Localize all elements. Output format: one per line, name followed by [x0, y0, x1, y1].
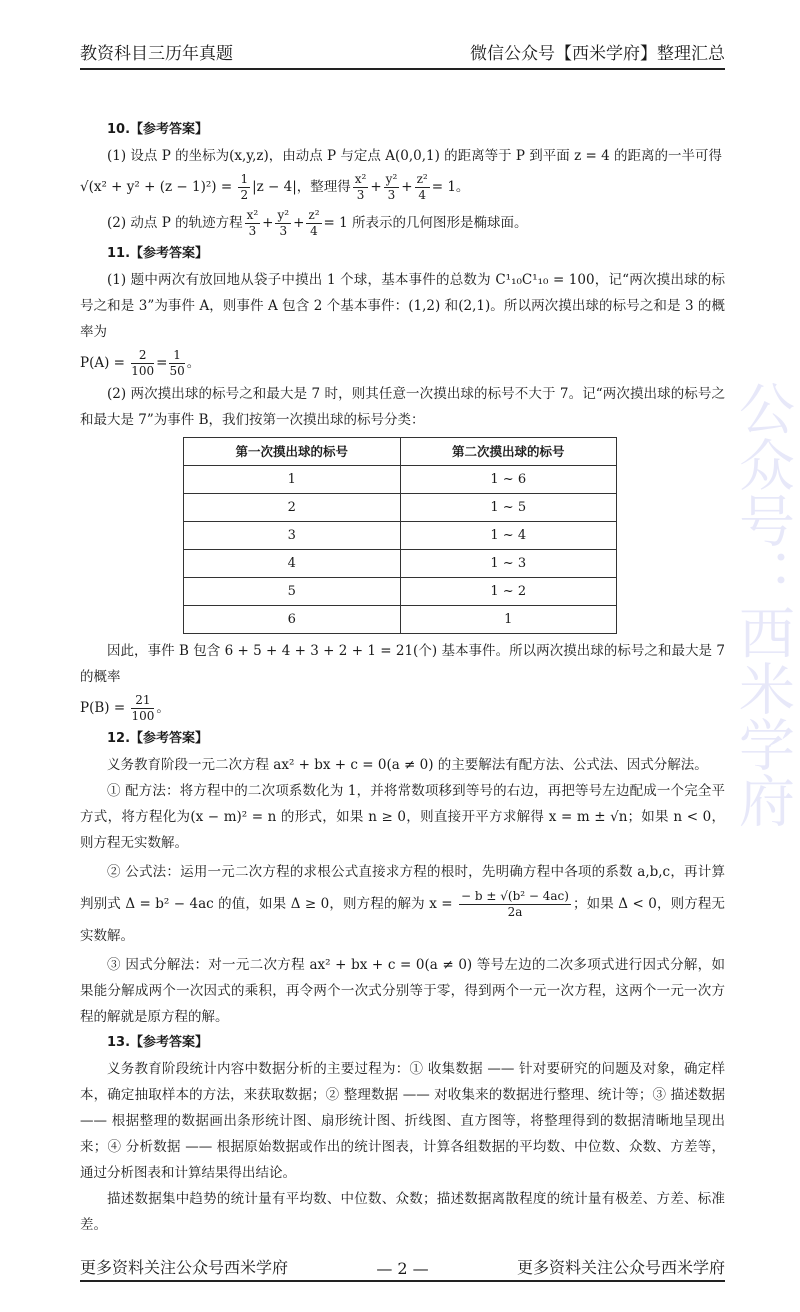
fraction: $\frac{\text{y²}}{3}$ — [385, 172, 398, 202]
question-title: 10.【参考答案】 — [107, 122, 209, 137]
page-header — [80, 34, 725, 70]
paragraph: ③ 因式分解法：对一元二次方程 ax² + bx + c = 0(a ≠ 0) 等号左边的二次多项式进行因式分解，如果能分解成两个一次因式的乘积，再令两个一次式分别等于零，得到两个一元一次方程，这两个一元一次方程的解就是原方程的解。 — [80, 957, 725, 1025]
paragraph: (1) 设点 P 的坐标为(x,y,z)，由动点 P 与定点 A(0,0,1) 的距离等于 P 到平面 z = 4 的距离的一半可得 — [107, 148, 722, 164]
classification-table — [183, 437, 617, 634]
page-footer — [80, 1252, 725, 1282]
math: √(x² + y² + (z − 1)²) = — [80, 179, 237, 195]
fraction: $\frac{\text{z²}}{4}$ — [416, 172, 428, 202]
page-number: — 2 — — [376, 1259, 429, 1278]
question-title: 11.【参考答案】 — [107, 246, 209, 261]
header-left: 教资科目三历年真题 — [80, 44, 233, 64]
paragraph: ② 公式法：运用一元二次方程的求根公式直接求方程的根时，先明确方程中各项的系数 a,b,c，再计算判别式 Δ = b² − 4ac 的值，如果 Δ ≥ 0，则方程的解为 x = $\frac{\text{− b ± √(b² − 4ac)}}{2a}$ ；如果 Δ < 0，则方程无实数解。 — [80, 864, 725, 944]
table-row: 3 1 ~ 4 — [184, 522, 617, 550]
paragraph: 因此，事件 B 包含 6 + 5 + 4 + 3 + 2 + 1 = 21(个) 基本事件。所以两次摸出球的标号之和最大是 7 的概率 — [80, 643, 725, 685]
watermark: 公众号：西米学府 — [730, 380, 795, 828]
table-row: 5 1 ~ 2 — [184, 578, 617, 606]
table-row: 1 1 ~ 6 — [184, 466, 617, 494]
fraction: $\frac{\text{y²}}{3}$ — [277, 208, 290, 238]
equation-line: P(B) = $\frac{21}{100}$ 。 — [80, 693, 170, 723]
fraction: $\frac{1}{50}$ — [169, 348, 185, 378]
fraction: $\frac{2}{100}$ — [131, 348, 155, 378]
paragraph: 义务教育阶段统计内容中数据分析的主要过程为：① 收集数据 —— 针对要研究的问题及对象，确定样本，确定抽取样本的方法，来获取数据；② 整理数据 —— 对收集来的数据进行整理、统计等；③ 描述数据 —— 根据整理的数据画出条形统计图、扇形统计图、折线图、直方图等，将整理得到的数据清晰地呈现出来；④ 分析数据 —— 根据原始数据或作出的统计图表，计算各组数据的平均数、中位数、众数、方差等，通过分析图表和计算结果得出结论。 — [80, 1061, 725, 1181]
footer-right: 更多资料关注公众号西米学府 — [516, 1258, 725, 1277]
math: |z − 4|，整理得 — [252, 179, 351, 195]
footer-left: 更多资料关注公众号西米学府 — [80, 1258, 289, 1277]
answer-13 — [80, 1030, 725, 1238]
paragraph: 义务教育阶段一元二次方程 ax² + bx + c = 0(a ≠ 0) 的主要解法有配方法、公式法、因式分解法。 — [107, 757, 708, 773]
answer-12 — [80, 726, 725, 1030]
fraction: $\frac{\text{x²}}{3}$ — [246, 208, 259, 238]
table-row: 4 1 ~ 3 — [184, 550, 617, 578]
equation-line: P(A) = $\frac{2}{100}$ = $\frac{1}{50}$ 。 — [80, 348, 201, 378]
paragraph: ① 配方法：将方程中的二次项系数化为 1，并将常数项移到等号的右边，再把等号左边配成一个完全平方式，将方程化为(x − m)² = n 的形式，如果 n ≥ 0，则直接开平方求解得 x = m ± √n；如果 n < 0，则方程无实数解。 — [80, 783, 725, 851]
table-header-row: 第一次摸出球的标号 第二次摸出球的标号 — [184, 438, 617, 466]
fraction: $\frac{\text{x²}}{3}$ — [354, 172, 367, 202]
answer-11 — [80, 241, 725, 726]
paragraph: (2) 两次摸出球的标号之和最大是 7 时，则其任意一次摸出球的标号不大于 7。记“两次摸出球的标号之和最大是 7”为事件 B，我们按第一次摸出球的标号分类： — [80, 386, 725, 428]
answer-content — [80, 117, 725, 1238]
table-row: 6 1 — [184, 606, 617, 634]
equation-line: √(x² + y² + (z − 1)²) = $\frac{1}{2}$ |z − 4|，整理得 $\frac{\text{x²}}{3}$ + $\frac{\text{y²}}{3}$ + $\frac{\text{z²}}{4}$ = 1。 — [80, 172, 470, 202]
fraction: $\frac{21}{100}$ — [131, 693, 155, 723]
paragraph: (1) 题中两次有放回地从袋子中摸出 1 个球，基本事件的总数为 C¹₁₀C¹₁₀ = 100，记“两次摸出球的标号之和是 3”为事件 A，则事件 A 包含 2 个基本事件：(1,2) 和(2,1)。所以两次摸出球的标号之和是 3 的概率为 — [80, 272, 725, 340]
header-right: 微信公众号【西米学府】整理汇总 — [470, 44, 725, 64]
fraction: $\frac{1}{2}$ — [240, 172, 249, 202]
question-title: 13.【参考答案】 — [107, 1035, 209, 1050]
question-title: 12.【参考答案】 — [107, 731, 209, 746]
fraction: $\frac{\text{z²}}{4}$ — [308, 208, 320, 238]
equation-line: (2) 动点 P 的轨迹方程 $\frac{\text{x²}}{3}$ + $\frac{\text{y²}}{3}$ + $\frac{\text{z²}}{4}$ = 1 所表示的几何图形是椭球面。 — [107, 208, 528, 238]
fraction: $\frac{\text{− b ± √(b² − 4ac)}}{2a}$ — [461, 889, 569, 919]
table-row: 2 1 ~ 5 — [184, 494, 617, 522]
paragraph: 描述数据集中趋势的统计量有平均数、中位数、众数；描述数据离散程度的统计量有极差、方差、标准差。 — [80, 1191, 725, 1233]
answer-10 — [80, 117, 725, 241]
